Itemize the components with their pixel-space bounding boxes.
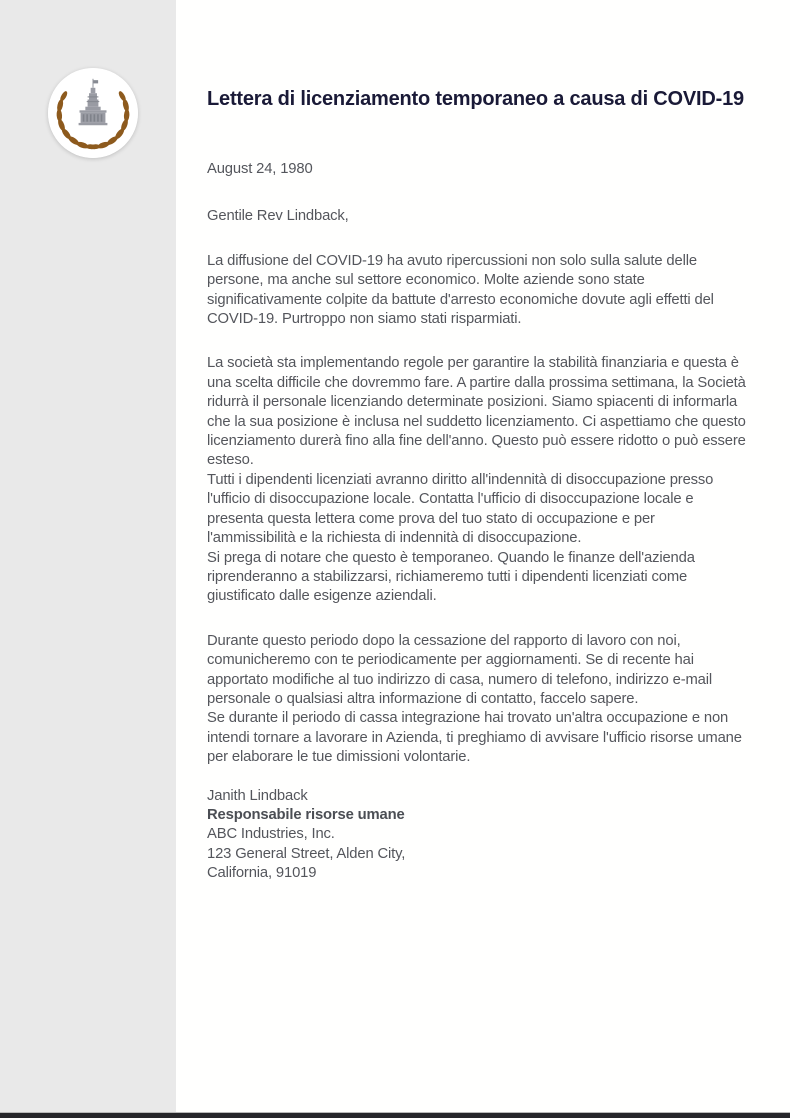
- paragraph: Durante questo periodo dopo la cessazione del rapporto di lavoro con noi, comunicheremo con te periodicamente per aggiornamenti. Se di recente hai apportato modifiche al tuo indirizzo di casa, numero di telefono, indirizzo e-mail personale o qualsiasi altra informazione di contatto, faccelo sapere.: [207, 632, 713, 707]
- paragraph-group-intro: [207, 252, 747, 330]
- signature-address-line2: California, 91019: [207, 865, 317, 882]
- paragraph: La società sta implementando regole per garantire la stabilità finanziaria e questa è una scelta difficile che dovremmo fare. A partire dalla prossima settimana, la Società ridurrà il personale licenziando determinate posizioni. Siamo spiacenti di informarla che la sua posizione è inclusa nel suddetto licenziamento. Ci aspettiamo che questo licenziamento durerà fino alla fine dell'anno. Questo può essere ridotto o può essere esteso.: [207, 355, 746, 469]
- letter-greeting: Gentile Rev Lindback,: [207, 208, 349, 225]
- signature-company: ABC Industries, Inc.: [207, 826, 335, 843]
- signature-name: Janith Lindback: [207, 787, 308, 804]
- paragraph-group-layoff-details: [207, 354, 747, 606]
- letter-page: [176, 0, 790, 1112]
- signature-block: [207, 787, 747, 884]
- capitol-building-laurel-icon: [48, 68, 138, 158]
- paragraph: Se durante il periodo di cassa integrazione hai trovato un'altra occupazione e non intendi tornare a lavorare in Azienda, ti preghiamo di avvisare l'ufficio risorse umane per elaborare le tue dimissioni volontarie.: [207, 710, 742, 766]
- letter-date: August 24, 1980: [207, 161, 313, 177]
- letter-content: [176, 0, 751, 884]
- paragraph: Tutti i dipendenti licenziati avranno diritto all'indennità di disoccupazione presso l'ufficio di disoccupazione locale. Contatta l'ufficio di disoccupazione locale e presenta questa lettera come prova del tuo stato di occupazione e per l'ammissibilità e la richiesta di indennità di disoccupazione.: [207, 471, 714, 547]
- letter-title: Lettera di licenziamento temporaneo a causa di COVID-19: [207, 88, 744, 110]
- signature-address-line1: 123 General Street, Alden City,: [207, 845, 406, 862]
- paragraph-group-followup: [207, 632, 747, 768]
- signature-role: Responsabile risorse umane: [207, 806, 405, 823]
- paragraph: Si prega di notare che questo è temporaneo. Quando le finanze dell'azienda riprenderanno a stabilizzarsi, richiameremo tutti i dipendenti licenziati come giustificato dalle esigenze aziendali.: [207, 549, 695, 605]
- paragraph: La diffusione del COVID-19 ha avuto ripercussioni non solo sulla salute delle persone, ma anche sul settore economico. Molte aziende sono state significativamente colpite da battute d'arresto economiche dovute agli effetti del COVID-19. Purtroppo non siamo stati risparmiati.: [207, 252, 714, 328]
- company-seal-logo: [48, 68, 138, 158]
- footer-bar: [0, 1112, 790, 1118]
